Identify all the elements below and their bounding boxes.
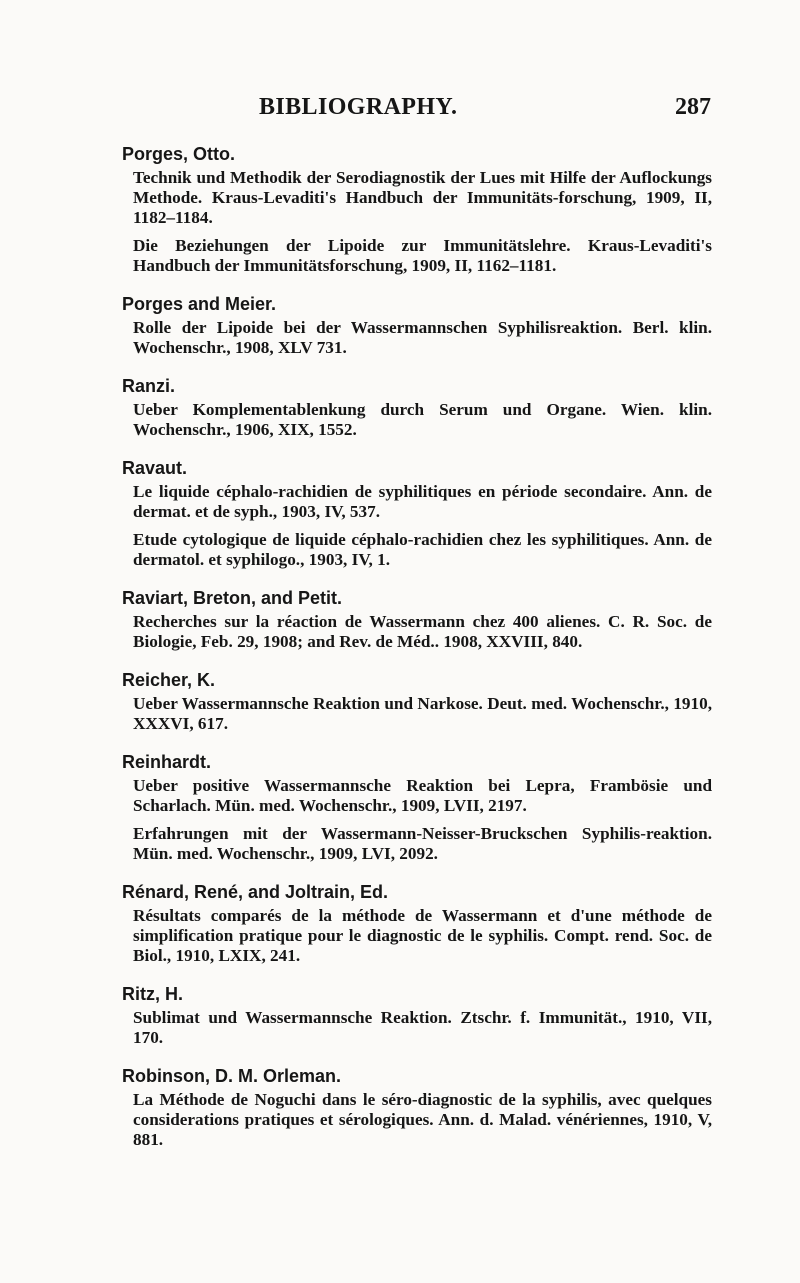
entry-citation: Ueber positive Wassermannsche Reaktion bei Lepra, Frambösie und Scharlach. Mün. med. Wochenschr., 1909, LVII, 2197. (133, 776, 712, 815)
bibliography-entry (122, 586, 712, 652)
entry-author: Porges and Meier. (122, 294, 277, 314)
entry-author: Robinson, D. M. Orleman. (122, 1066, 342, 1086)
entry-author: Ravaut. (122, 458, 188, 478)
entry-author: Reinhardt. (122, 752, 212, 772)
bibliography-entry (122, 1064, 712, 1150)
entry-citation: Ueber Wassermannsche Reaktion und Narkose. Deut. med. Wochenschr., 1910, XXXVI, 617. (133, 694, 712, 733)
entry-citation: Rolle der Lipoide bei der Wassermannschen Syphilisreaktion. Berl. klin. Wochenschr., 1908, XLV 731. (133, 318, 712, 357)
entry-citation: Etude cytologique de liquide céphalo-rachidien chez les syphilitiques. Ann. de dermatol. et syphilogo., 1903, IV, 1. (133, 530, 712, 569)
entry-author: Ranzi. (122, 376, 176, 396)
bibliography-entry (122, 750, 712, 864)
bibliography-entry (122, 292, 712, 358)
entry-author: Rénard, René, and Joltrain, Ed. (122, 882, 389, 902)
entry-citation: Sublimat und Wassermannsche Reaktion. Ztschr. f. Immunität., 1910, VII, 170. (133, 1008, 712, 1047)
entry-citation: Die Beziehungen der Lipoide zur Immunitätslehre. Kraus-Levaditi's Handbuch der Immunitätsforschung, 1909, II, 1162–1181. (133, 236, 712, 275)
bibliography-entry (122, 668, 712, 734)
entry-author: Raviart, Breton, and Petit. (122, 588, 343, 608)
page-number: 287 (675, 94, 711, 120)
page-header (0, 94, 800, 124)
entry-citation: Résultats comparés de la méthode de Wassermann et d'une méthode de simplification pratique pour le diagnostic de le syphilis. Compt. rend. Soc. de Biol., 1910, LXIX, 241. (133, 906, 712, 965)
entry-citation: La Méthode de Noguchi dans le séro-diagnostic de la syphilis, avec quelques considerations pratiques et sérologiques. Ann. d. Malad. vénériennes, 1910, V, 881. (133, 1090, 712, 1149)
bibliography-entry (122, 142, 712, 276)
entry-citation: Ueber Komplementablenkung durch Serum und Organe. Wien. klin. Wochenschr., 1906, XIX, 1552. (133, 400, 712, 439)
entry-author: Ritz, H. (122, 984, 183, 1004)
entry-author: Porges, Otto. (122, 144, 236, 164)
entry-citation: Recherches sur la réaction de Wassermann chez 400 alienes. C. R. Soc. de Biologie, Feb. 29, 1908; and Rev. de Méd.. 1908, XXVIII, 840. (133, 612, 712, 651)
entry-author: Reicher, K. (122, 670, 216, 690)
entry-citation: Le liquide céphalo-rachidien de syphilitiques en période secondaire. Ann. de dermat. et de syph., 1903, IV, 537. (133, 482, 712, 521)
bibliography-list (122, 142, 712, 1166)
bibliography-entry (122, 982, 712, 1048)
running-title: BIBLIOGRAPHY. (259, 94, 458, 120)
bibliography-entry (122, 456, 712, 570)
entry-citation: Technik und Methodik der Serodiagnostik der Lues mit Hilfe der Auflockungs Methode. Kraus-Levaditi's Handbuch der Immunitäts-forschung, 1909, II, 1182–1184. (133, 168, 712, 227)
bibliography-entry (122, 374, 712, 440)
bibliography-entry (122, 880, 712, 966)
entry-citation: Erfahrungen mit der Wassermann-Neisser-Bruckschen Syphilis-reaktion. Mün. med. Wochenschr., 1909, LVI, 2092. (133, 824, 712, 863)
